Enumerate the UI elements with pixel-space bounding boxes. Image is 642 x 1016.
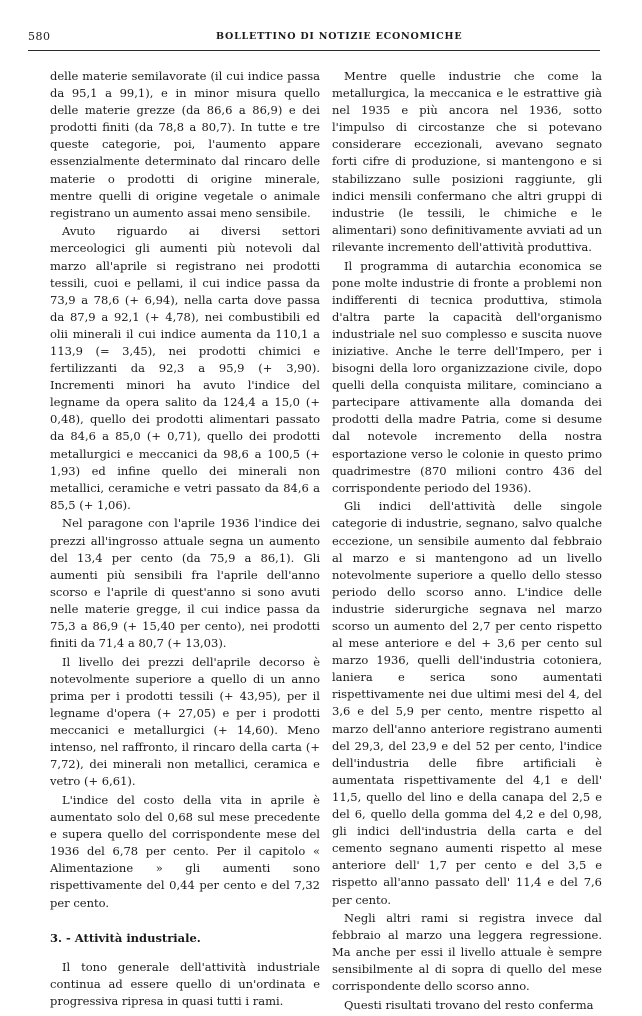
paragraph: Il livello dei prezzi dell'aprile decorso è notevolmente superiore a quello di un anno prima per i prodotti tessili (+ 43,95), per il legname d'opera (+ 27,05) e per i prodotti meccanici e metallurgici (+ 14,60). Meno intenso, nel raffronto, il rincaro della carta (+ 7,72), dei minerali non metallici, ceramica e vetro (+ 6,61).: [50, 654, 320, 789]
running-title: BOLLETTINO DI NOTIZIE ECONOMICHE: [216, 31, 463, 42]
paragraph: Il tono generale dell'attività industriale continua ad essere quello di un'ordinata e progressiva ripresa in quasi tutti i rami.: [50, 959, 320, 1008]
paragraph: Il programma di autarchia economica se pone molte industrie di fronte a problemi non indifferenti di tecnica produttiva, stimola d'altra parte la capacità dell'organismo industriale nel suo complesso e suscita nuove iniziative. Anche le terre dell'Impero, per i bisogni della loro organizzazione civile, dopo quelli della conquista militare, cominciano a partecipare attivamente alla domanda dei prodotti della madre Patria, come si desume dal notevole incremento della nostra esportazione verso le colonie in questo primo quadrimestre (870 milioni contro 436 del corrispondente periodo del 1936).: [332, 258, 602, 495]
right-column: [332, 68, 602, 1016]
paragraph: Mentre quelle industrie che come la metallurgica, la meccanica e le estrattive già nel 1935 e più ancora nel 1936, sotto l'impulso di circostanze che si potevano considerare eccezionali, avevano segnato forti cifre di produzione, si mantengono e si stabilizzano sulle posizioni raggiunte, gli indici mensili confermano che altri gruppi di industrie (le tessili, le chimiche e le alimentari) sono definitivamente avviati ad un rilevante incremento dell'attività produttiva.: [332, 69, 602, 254]
page-number: 580: [28, 30, 51, 43]
paragraph: Questi risultati trovano del resto conferma: [344, 998, 594, 1013]
paragraph: Negli altri rami si registra invece dal febbraio al marzo una leggera regressione. Ma anche per essi il livello attuale è sempre sensibilmente al di sopra di quello del mese corrispondente dello scorso anno.: [332, 911, 602, 994]
paragraph: Avuto riguardo ai diversi settori merceologici gli aumenti più notevoli dal marzo all'aprile si registrano nei prodotti tessili, cuoi e pellami, il cui indice passa da 73,9 a 78,6 (+ 6,94), nella carta dove passa da 87,9 a 92,1 (+ 4,78), nei combustibili ed olii minerali il cui indice aumenta da 110,1 a 113,9 (= 3,45), nei prodotti chimici e fertilizzanti da 92,3 a 95,9 (+ 3,90). Incrementi minori ha avuto l'indice del legname da opera salito da 124,4 a 15,0 (+ 0,48), quello dei prodotti alimentari passato da 84,6 a 85,0 (+ 0,71), quello dei prodotti metallurgici e meccanici da 98,6 a 100,5 (+ 1,93) ed infine quello dei minerali non metallici, ceramiche e vetri passato da 84,6 a 85,5 (+ 1,06).: [50, 224, 320, 512]
page-header: [28, 28, 600, 51]
paragraph: L'indice del costo della vita in aprile è aumentato solo del 0,68 sul mese precedente e supera quello del corrispondente mese del 1936 del 6,78 per cento. Per il capitolo « Alimentazione » gli aumenti sono rispettivamente del 0,44 per cento e del 7,32 per cento.: [50, 792, 320, 910]
paragraph: Nel paragone con l'aprile 1936 l'indice dei prezzi all'ingrosso attuale segna un aumento del 13,4 per cento (da 75,9 a 86,1). Gli aumenti più sensibili fra l'aprile dell'anno scorso e l'aprile di quest'anno si sono avuti nelle materie gregge, il cui indice passa da 75,3 a 86,9 (+ 15,40 per cento), nei prodotti finiti da 71,4 a 80,7 (+ 13,03).: [50, 516, 320, 651]
paragraph: Gli indici dell'attività delle singole categorie di industrie, segnano, salvo qualche eccezione, un sensibile aumento dal febbraio al marzo e si mantengono ad un livello notevolmente superiore a quello dello stesso periodo dello scorso anno. L'indice delle industrie siderurgiche segnava nel marzo scorso un aumento del 2,7 per cento rispetto al mese anteriore e del + 3,6 per cento sul marzo 1936, quelli dell'industria cotoniera, laniera e serica sono aumentati rispettivamente nei due ultimi mesi del 4, del 3,6 e del 5,9 per cento, mentre rispetto al marzo dell'anno anteriore registrano aumenti del 29,3, del 23,9 e del 52 per cento, l'indice dell'industria delle fibre artificiali è aumentata rispettivamente del 4,1 e dell' 11,5, quello del lino e della canapa del 2,5 e del 6, quello della gomma del 4,2 e del 0,98, gli indici dell'industria della carta e del cemento segnano aumenti rispetto al mese anteriore dell' 1,7 per cento e del 3,5 e rispetto all'anno passato dell' 11,4 e del 7,6 per cento.: [332, 499, 602, 907]
section-heading: 3. - Attività industriale.: [50, 930, 201, 945]
paragraph: delle materie semilavorate (il cui indice passa da 95,1 a 99,1), e in minor misura quello delle materie grezze (da 86,6 a 86,9) e dei prodotti finiti (da 78,8 a 80,7). In tutte e tre queste categorie, poi, l'aumento appare essenzialmente determinato dal rincaro delle materie o prodotti di origine minerale, mentre quelli di origine vegetale o animale registrano un aumento assai meno sensibile.: [50, 69, 320, 220]
left-column: [50, 68, 320, 1011]
